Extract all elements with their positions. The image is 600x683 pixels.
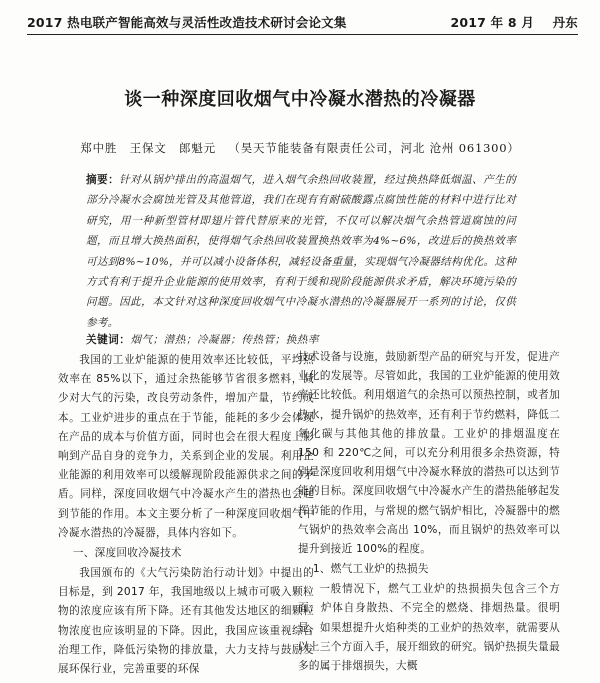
author-1: 郑中胜	[80, 141, 118, 155]
keyword: ； 冷凝器	[186, 334, 230, 346]
body-paragraph: 一般情况下，燃气工业炉的热损损失包含三个方面：炉体自身散热、不完全的燃烧、排烟热量。很明显，如果想提升火焰种类的工业炉的热效率，就需要从以上三个方面入手，展开细致的研究。锅炉热损失量最多的属于排烟损失，大概	[298, 583, 560, 673]
keywords	[86, 332, 516, 347]
keyword: ； 换热率	[275, 334, 319, 346]
header-date-place	[450, 13, 578, 31]
author-2: 王保文	[129, 141, 167, 155]
proceedings-title: 2017 热电联产智能高效与灵活性改造技术研讨会论文集	[27, 15, 347, 30]
paper-title: 谈一种深度回收烟气中冷凝水潜热的冷凝器	[124, 89, 476, 110]
author-line	[0, 140, 600, 156]
body-paragraph: 技术设备与设施，鼓励新型产品的研究与开发，促进产业化的发展等。尽管如此，我国的工业炉能源的使用效率还比较低。利用烟道气的余热可以预热控制，或者加热水，提升锅炉的热效率，还有利于节约燃料，降低二氧化碳与其他其他的排放量。工业炉的排烟温度在 150 和 220℃之间，可以充分利用很多余热资源，特别是深度回收利用烟气中冷凝水释放的潜热可以达到节能的目标。深度回收烟气中冷凝水产生的潜热能够起发挥节能的作用，与常规的燃气锅炉相比，冷凝器中的燃气锅炉的热效率会高出 10%，而且锅炉的热效率可以提升到接近 100%的程度。	[298, 351, 560, 556]
body-paragraph: 我国颁布的《大气污染防治行动计划》中提出的目标是，到 2017 年，我国地级以上城市可吸入颗粒物的浓度应该有所下降。还有其他发达地区的细颗粒物浓度也应该明显的下降。因此，我国应该重视综合治理工作，降低污染物的排放量，大力支持与鼓励发展环保行业，完善重要的环保	[58, 567, 314, 676]
keyword: ； 潜热	[153, 334, 186, 346]
affiliation: （昊天节能装备有限责任公司，河北 沧州 061300）	[228, 141, 520, 155]
keywords-label: 关键词：	[86, 334, 131, 346]
abstract-text: 针对从锅炉排出的高温烟气，进入烟气余热回收装置，经过换热降低烟温、产生的部分冷凝水会腐蚀光管及其他管道，我们在现有有耐硫酸露点腐蚀性能的材料中进行比对研究，用一种新型管材即翅片管代替原来的光管，不仅可以解决烟气余热管道腐蚀的问题，而且增大换热面积，使得烟气余热回收装置换热效率为4%~6%，改进后的换热效率可达到8%~10%，并可以减小设备体积，减轻设备重量，实现烟气冷凝器结构优化。这种方式有利于提升企业能源的使用效率，有利于缓和现阶段能源供求矛盾，解决环境污染的问题。因此，本文针对这种深度回收烟气中冷凝水潜热的冷凝器展开一系列的讨论，仅供参考。	[86, 174, 516, 329]
left-column	[58, 351, 314, 679]
abstract-label: 摘要：	[86, 174, 120, 186]
section-heading: 一、深度回收冷凝技术	[72, 547, 182, 560]
keyword: 烟气	[130, 334, 153, 346]
right-column	[298, 348, 560, 676]
body-paragraph: 我国的工业炉能源的使用效率还比较低，平均热效率在 85%以下，通过余热能够节省很多燃料，减少对大气的污染，改良劳动条件，增加产量，节约成本。工业炉进步的重点在于节能，能耗的多少会体现在产品的成本与价值方面，同时也会在很大程度上影响到产品自身的竞争力，关系到企业的发展。利用企业能源的利用效率可以缓解现阶段能源供求之间的矛盾。同样，深度回收烟气中冷凝水产生的潜热也会起到节能的作用。本文主要分析了一种深度回收烟气中冷凝水潜热的冷凝器，具体内容如下。	[58, 354, 314, 539]
abstract	[86, 170, 516, 333]
header-date: 2017 年 8 月	[450, 15, 535, 30]
keyword: ； 传热管	[230, 334, 274, 346]
author-3: 郎魁元	[179, 141, 216, 155]
subsection-heading: 1、燃气工业炉的热损失	[312, 563, 429, 576]
header-place: 丹东	[552, 15, 578, 30]
running-header	[27, 9, 578, 35]
